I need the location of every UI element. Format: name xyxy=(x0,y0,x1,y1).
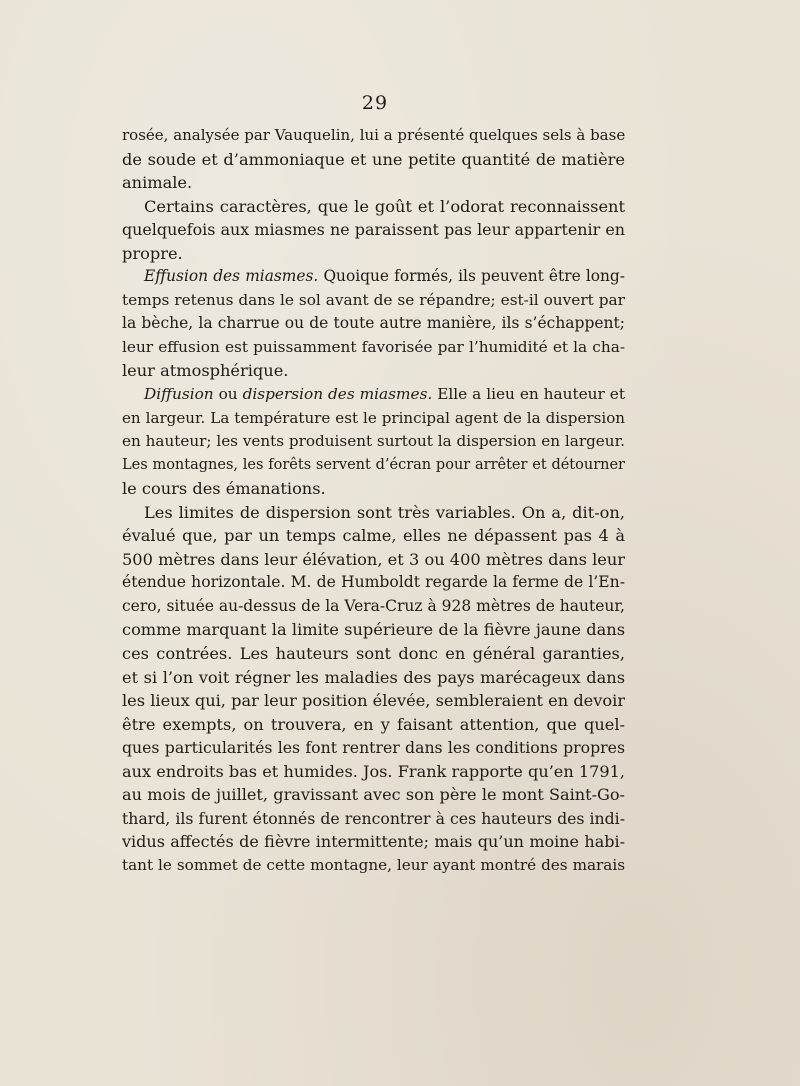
text-line: aux endroits bas et humides. Jos. Frank rapporte qu’en 1791, xyxy=(122,761,625,781)
text-line: quelquefois aux miasmes ne paraissent pas leur appartenir en xyxy=(122,220,625,240)
text-line: cero, située au-dessus de la Vera-Cruz à 928 mètres de hauteur, xyxy=(122,596,625,615)
section-heading: Diffusion xyxy=(144,385,214,404)
text-line: au mois de juillet, gravissant avec son père le mont Saint-Go- xyxy=(122,785,625,805)
text-fragment: Elle a lieu en hauteur et xyxy=(437,385,625,404)
text-line: en hauteur; les vents produisent surtout la dispersion en largeur. xyxy=(122,432,625,451)
text-fragment: Quoique formés, ils peuvent être long- xyxy=(323,267,625,286)
text-line: rosée, analysée par Vauquelin, lui a présenté quelques sels à base xyxy=(122,126,625,144)
page-number: 29 xyxy=(361,92,389,114)
text-line: étendue horizontale. M. de Humboldt regarde la ferme de l’En- xyxy=(122,573,625,592)
text-line: de soude et d’ammoniaque et une petite quantité de matière xyxy=(122,149,625,169)
paragraph xyxy=(122,124,625,195)
text-line: être exempts, on trouvera, en y faisant attention, que quel- xyxy=(122,714,625,734)
text-line: leur effusion est puissamment favorisée par l’humidité et la cha- xyxy=(122,337,625,356)
text-line: les lieux qui, par leur position élevée, sembleraient en devoir xyxy=(122,691,625,711)
text-line: vidus affectés de fièvre intermittente; mais qu’un moine habi- xyxy=(122,832,625,852)
paragraph xyxy=(122,383,625,501)
paragraph xyxy=(122,265,625,383)
text-fragment: ou xyxy=(218,385,238,404)
text-line: évalué que, par un temps calme, elles ne dépassent pas 4 à xyxy=(122,526,625,546)
text-line: ques particularités les font rentrer dans les conditions propres xyxy=(122,738,625,758)
text-line xyxy=(122,265,625,289)
text-line: tant le sommet de cette montagne, leur ayant montré des marais xyxy=(122,855,625,874)
text-line: 500 mètres dans leur élévation, et 3 ou 400 mètres dans leur xyxy=(122,549,625,569)
text-line: comme marquant la limite supérieure de la fièvre jaune dans xyxy=(122,620,625,640)
body-text xyxy=(122,124,625,878)
text-line: ces contrées. Les hauteurs sont donc en général garanties, xyxy=(122,644,625,664)
text-line: thard, ils furent étonnés de rencontrer à ces hauteurs des indi- xyxy=(122,808,625,828)
text-line: animale. xyxy=(122,173,193,193)
text-line: Certains caractères, que le goût et l’odorat reconnaissent xyxy=(144,196,625,216)
text-line: propre. xyxy=(122,243,183,263)
paragraph xyxy=(122,501,625,878)
section-heading: dispersion des miasmes. xyxy=(242,385,433,404)
text-line: le cours des émanations. xyxy=(122,479,326,499)
text-line: leur atmosphérique. xyxy=(122,361,289,381)
text-line: en largeur. La température est le principal agent de la dispersion xyxy=(122,408,625,427)
text-line: temps retenus dans le sol avant de se répandre; est-il ouvert par xyxy=(122,290,625,309)
text-line: et si l’on voit régner les maladies des pays marécageux dans xyxy=(122,667,625,687)
paragraph xyxy=(122,195,625,266)
text-line xyxy=(122,383,625,407)
text-line: Les montagnes, les forêts servent d’écran pour arrêter et détourner xyxy=(122,456,625,473)
text-line: la bèche, la charrue ou de toute autre manière, ils s’échappent; xyxy=(122,314,625,333)
section-heading: Effusion des miasmes. xyxy=(144,267,319,286)
text-line: Les limites de dispersion sont très variables. On a, dit-on, xyxy=(144,502,625,522)
